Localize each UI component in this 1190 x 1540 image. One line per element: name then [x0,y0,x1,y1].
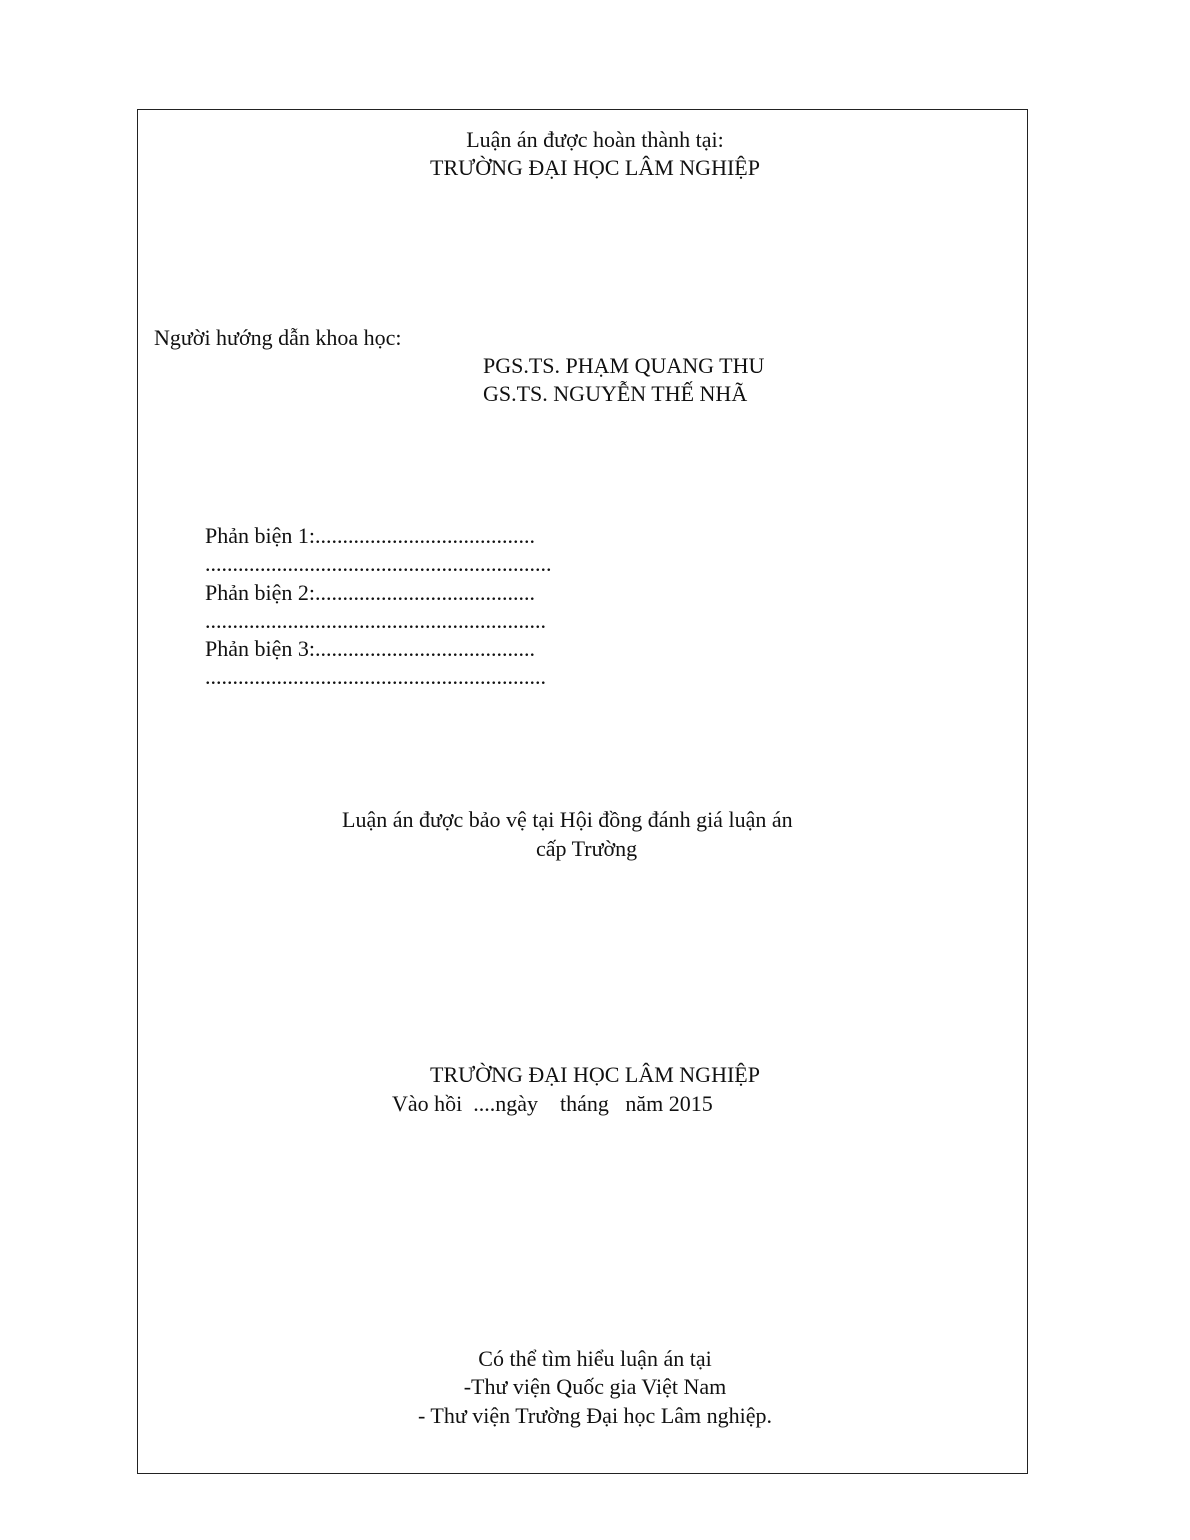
completed-at-label: Luận án được hoàn thành tại: [466,127,724,152]
reviewer-1-label: Phản biện 1:........................................ [205,523,535,548]
defense-line-2: cấp Trường [536,836,638,861]
page-border [137,109,1028,1474]
defense-line-1: Luận án được bảo vệ tại Hội đồng đánh giá luận án [342,807,793,832]
library-item-1: -Thư viện Quốc gia Việt Nam [463,1374,727,1399]
completed-at-institution: TRƯỜNG ĐẠI HỌC LÂM NGHIỆP [430,155,760,180]
supervisor-name-2: GS.TS. NGUYỄN THẾ NHÃ [483,381,748,406]
reviewer-2-label: Phản biện 2:........................................ [205,580,535,605]
reviewer-2-continuation: .............................................................. [205,608,546,633]
reviewer-1-continuation: ............................................................... [205,551,552,576]
reviewer-3-label: Phản biện 3:........................................ [205,636,535,661]
reviewer-3-continuation: .............................................................. [205,664,546,689]
supervisor-name-1: PGS.TS. PHẠM QUANG THU [483,353,765,378]
venue-datetime: Vào hồi ....ngày tháng năm 2015 [392,1091,713,1116]
library-item-2: - Thư viện Trường Đại học Lâm nghiệp. [417,1403,773,1428]
venue-institution: TRƯỜNG ĐẠI HỌC LÂM NGHIỆP [430,1062,760,1087]
library-intro: Có thể tìm hiểu luận án tại [478,1346,712,1371]
supervisors-label: Người hướng dẫn khoa học: [154,325,402,350]
